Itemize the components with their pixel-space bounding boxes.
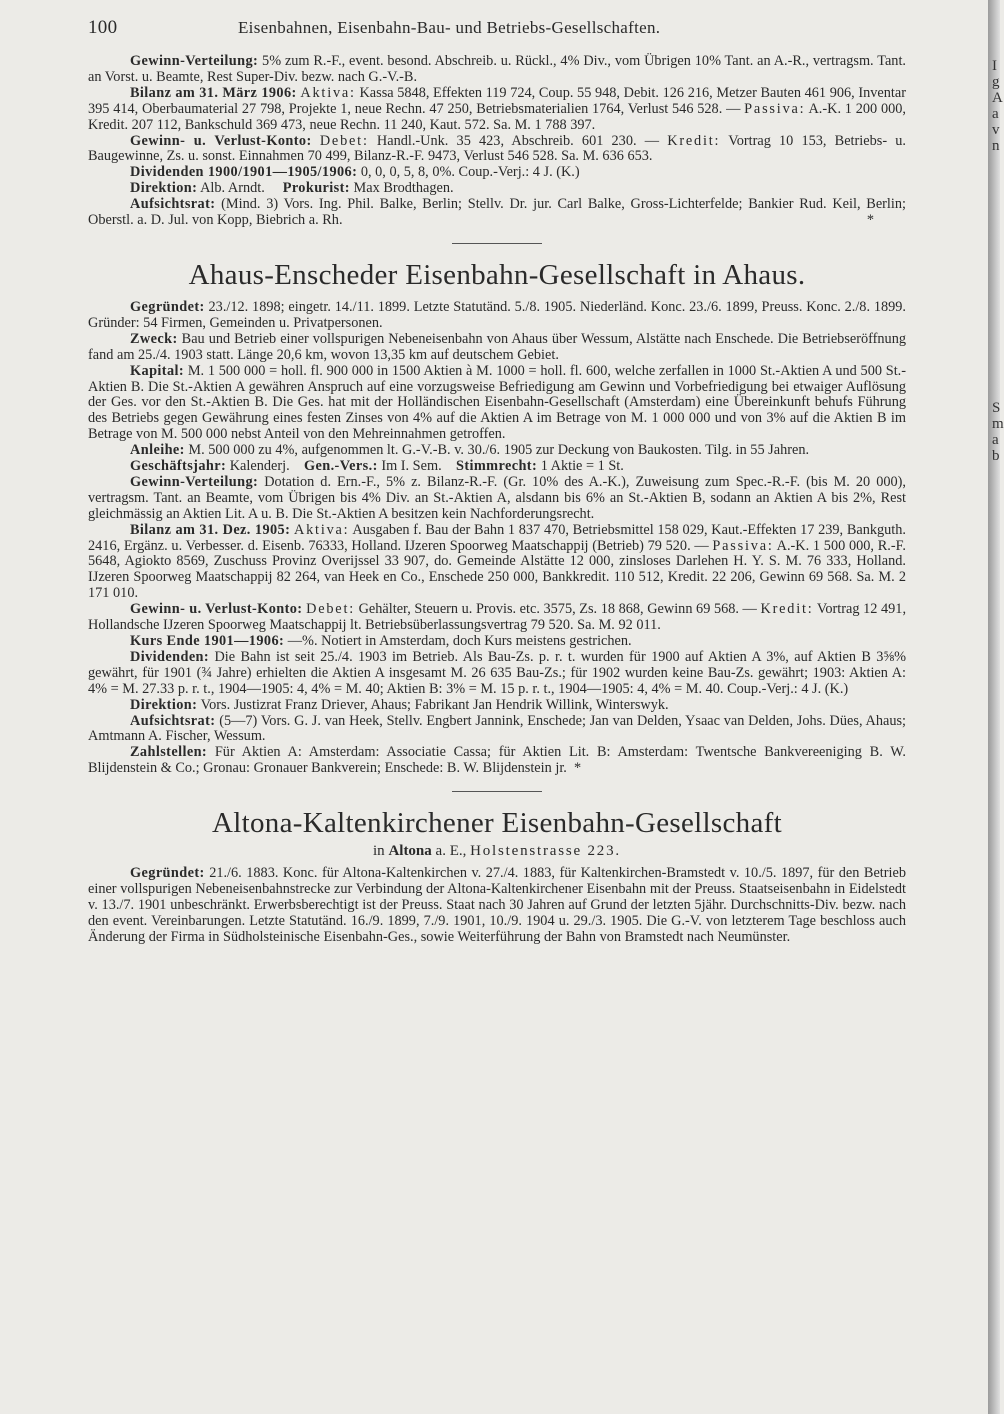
entry-kurs: Kurs Ende 1901—1906: —%. Notiert in Amsterdam, doch Kurs meistens gestrichen. — [130, 633, 632, 649]
entry-guv: Gewinn- u. Verlust-Konto: Debet: Handl.-Unk. 35 423, Abschreib. 601 230. — Kredit: Vortrag 10 153, Betriebs- u. Baugewinne, Zs. u. sonst. Einnahmen 70 499, Bilanz-R.-F. 9473, Verlust 546 528. Sa. M. 636 653. — [88, 132, 906, 165]
entry-gegruendet: Gegründet: 23./12. 1898; eingetr. 14./11. 1899. Letzte Statutänd. 5./8. 1905. Niederländ. Konc. 23./6. 1899, Preuss. Konc. 2./8. 1899. Gründer: 54 Firmen, Gemeinden u. Privatpersonen. — [88, 298, 907, 331]
entry-anleihe: Anleihe: M. 500 000 zu 4%, aufgenommen lt. G.-V.-B. v. 30./6. 1905 zur Deckung von Baukosten. Tilg. in 55 Jahren. — [130, 442, 810, 459]
end-star: * — [574, 760, 582, 777]
company-address: in Altona a. E., Holstenstrasse 223. — [373, 843, 621, 860]
entry-dividenden: Dividenden 1900/1901—1905/1906: 0, 0, 0, 5, 8, 0%. Coup.-Verj.: 4 J. (K.) — [130, 164, 580, 181]
entry-direktion: Direktion: Alb. Arndt. Prokurist: Max Brodthagen. — [130, 180, 454, 197]
margin-fragment: I g A a v n — [992, 58, 1003, 154]
entry-gegruendet: Gegründet: 21./6. 1883. Konc. für Altona-Kaltenkirchen v. 27./4. 1883, für Kaltenkirchen-Bramstedt v. 10./5. 1897, für den Betrieb einer vollspurigen Nebeneisenbahnstrecke zur Verbindung der Altona-Kaltenkirchener Eisenbahn mit der Preuss. Staatseisenbahn in Eidelstedt v. 13./7. 1901 unbeschränkt. Erwerbsberechtigt ist der Preuss. Staat nach 30 Jahren auf Grund der letzten 5jähr. Durchschnitts-Div. bezw. nach den event. Vereinbarungen. Letzte Statutänd. 16./9. 1899, 7./9. 1901, 10./9. 1904 u. 29./3. 1905. Die G.-V. von letzterem Tage beschloss auch Änderung der Firma in Südholsteinische Eisenbahn-Ges., sowie Weiterführung der Bahn von Bramstedt nach Neumünster. — [88, 865, 907, 945]
document-page — [88, 17, 907, 946]
margin-fragment: S m a b — [992, 400, 1004, 464]
entry-zweck: Zweck: Bau und Betrieb einer vollspurigen Nebeneisenbahn von Ahaus über Wessum, Alstätte nach Enschede. Die Betriebseröffnung fand am 25./4. 1903 statt. Länge 20,6 km, wovon 13,35 km auf deutschem Gebiet. — [88, 330, 907, 363]
separator-rule — [452, 243, 542, 244]
running-title: Eisenbahnen, Eisenbahn-Bau- und Betriebs-Gesellschaften. — [238, 18, 661, 37]
entry-gewinnverteilung: Gewinn-Verteilung: 5% zum R.-F., event. besond. Abschreib. u. Rückl., 4% Div., vom Übrigen 10% Tant. an A.-R., vertragsm. Tant. an Vorst. u. Beamte, Rest Super-Div. bezw. nach G.-V.-B. — [88, 53, 906, 85]
entry-guv: Gewinn- u. Verlust-Konto: Debet: Gehälter, Steuern u. Provis. etc. 3575, Zs. 18 868, Gewinn 69 568. — Kredit: Vortrag 12 491, Hollandsche IJzeren Spoorweg Maatschappij lt. Betriebsüberlassungsvertrag 79 520. Sa. M. 92 011. — [88, 601, 907, 634]
entry-bilanz: Bilanz am 31. Dez. 1905: Aktiva: Ausgaben f. Bau der Bahn 1 837 470, Betriebsmittel 158 029, Kaut.-Effekten 17 239, Bankguth. 2416, Ergänz. u. Verbesser. d. Eisenb. 76333, Holland. IJzeren Spoorweg Maatschappij (Betrieb) 79 520. — Passiva: A.-K. 1 500 000, R.-F. 5648, Agiokto 8569, Zuschuss Provinz Overijssel 33 907, do. Gemeinde Alstätte 12 000, zinsloses Darlehen H. Y. S. M. 76 333, Holland. IJzeren Spoorweg Maatschappij 82 264, van Heek en Co., Enschede 250 000, Bankkredit. 110 512, Kredit. 22 206, Gewinn 69 568. Sa. M. 2 171 010. — [88, 521, 906, 602]
company-title-ahaus: Ahaus-Enscheder Eisenbahn-Gesellschaft in Ahaus. — [188, 258, 806, 291]
entry-kapital: Kapital: M. 1 500 000 = holl. fl. 900 000 in 1500 Aktien à M. 1000 = holl. fl. 600, welche zerfallen in 1000 St.-Aktien A und 500 St.-Aktien B. Die St.-Aktien A gewähren Anspruch auf eine vorzugsweise Befriedigung am Gewinn und Vorbefriedigung bei etwaiger Auflösung der Ges. vor den St.-Aktien B. Die Ges. hat mit der Holländischen Eisenbahn-Gesellschaft (Amsterdam) eine Übereinkunft behufs Führung des Betriebs gegen Gewährung eines festen Zinses von 4% auf die Aktien A im Betrage von M. 1 000 000 und von 3% auf die Aktien B im Betrage von M. 500 000 nebst Anteil von den Mehreinnahmen getroffen. — [88, 362, 907, 443]
separator-rule — [452, 791, 542, 792]
entry-dividenden: Dividenden: Die Bahn ist seit 25./4. 1903 im Betrieb. Als Bau-Zs. p. r. t. wurden für 1900 auf Aktien A 3%, auf Aktien B 3⅝% gewährt, für 1901 (¾ Jahre) erhielten die Aktien A insgesamt M. 26 635 Bau-Zs.; für 1902 wurden keine Bau-Zs. gewährt; 1903: Aktien A: 4% = M. 27.33 p. r. t., 1904—1905: 4, 4% = M. 40; Aktien B: 3% = M. 15 p. r. t., 1904—1905: 4, 4% = M. 40. Coup.-Verj.: 4 J. (K.) — [88, 648, 907, 697]
entry-direktion: Direktion: Vors. Justizrat Franz Driever, Ahaus; Fabrikant Jan Hendrik Willink, Winterswyk. — [130, 696, 669, 713]
company-title-altona: Altona-Kaltenkirchener Eisenbahn-Gesellschaft — [212, 807, 782, 840]
entry-geschaeftsjahr: Geschäftsjahr: Kalenderj. Gen.-Vers.: Im I. Sem. Stimmrecht: 1 Aktie = 1 St. — [130, 458, 624, 475]
page-number: 100 — [88, 17, 118, 38]
entry-aufsichtsrat: Aufsichtsrat: (5—7) Vors. G. J. van Heek, Stellv. Engbert Jannink, Enschede; Jan van Delden, Ysaac van Delden, Johs. Dües, Ahaus; Amtmann A. Fischer, Wessum. — [88, 712, 906, 745]
page-edge-shadow — [988, 0, 1004, 1414]
entry-aufsichtsrat: Aufsichtsrat: (Mind. 3) Vors. Ing. Phil. Balke, Berlin; Stellv. Dr. jur. Carl Balke, Gross-Lichterfelde; Bankier Rud. Keil, Berlin; Oberstl. a. D. Jul. von Kopp, Biebrich a. Rh. * — [88, 196, 906, 229]
entry-bilanz: Bilanz am 31. März 1906: Aktiva: Kassa 5848, Effekten 119 724, Coup. 55 948, Debit. 126 216, Metzer Bauten 461 906, Inventar 395 414, Oberbaumaterial 27 798, Projekte 1, neue Rechn. 47 250, Betriebsmaterialien 1764, Verlust 546 528. — Passiva: A.-K. 1 200 000, Kredit. 207 112, Bankschuld 369 473, neue Rechn. 11 240, Kaut. 572. Sa. M. 1 788 397. — [88, 84, 906, 133]
page-header — [88, 17, 906, 54]
entry-gewinnverteilung: Gewinn-Verteilung: Dotation d. Ern.-F., 5% z. Bilanz-R.-F. (Gr. 10% des A.-K.), Zuweisung zum Spec.-R.-F. (bis M. 20 000), vertragsm. Tant. an Beamte, vom Übrigen bis 4% Div. an St.-Aktien A, alsdann bis 6% an St.-Aktien B, sodann an Aktien A bis 2%, Rest gleichmässig an Aktien Lit. A u. B. Die St.-Aktien A besitzen kein Nachforderungsrecht. — [88, 473, 906, 522]
end-star: * — [866, 212, 874, 229]
entry-zahlstellen: Zahlstellen: Für Aktien A: Amsterdam: Associatie Cassa; für Aktien Lit. B: Amsterdam: Twentsche Bankvereeniging B. W. Blijdenstein & Co.; Gronau: Gronauer Bankverein; Enschede: B. W. Blijdenstein jr. * — [88, 744, 907, 777]
